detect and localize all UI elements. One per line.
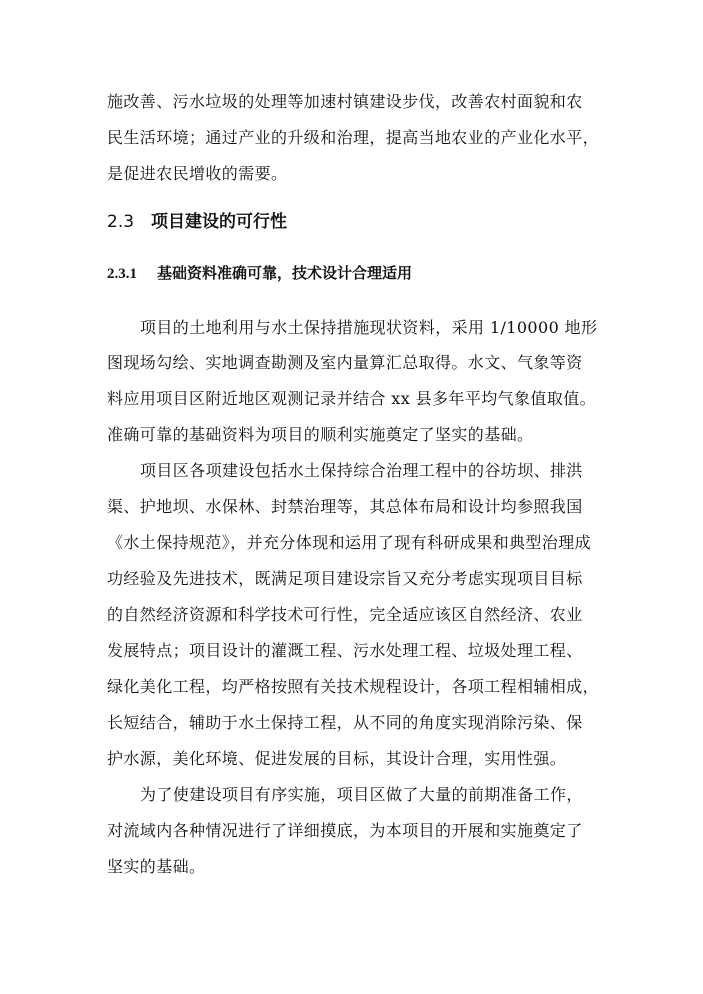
text-line: 施改善、污水垃圾的处理等加速村镇建设步伐，改善农村面貌和农 <box>107 92 583 111</box>
text-line: 图现场勾绘、实地调查勘测及室内量算汇总取得。水文、气象等资 <box>107 353 583 372</box>
text-line: 为了使建设项目有序实施，项目区做了大量的前期准备工作， <box>140 785 583 804</box>
text-line: 料应用项目区附近地区观测记录并结合 xx 县多年平均气象值取值。 <box>107 389 597 408</box>
section-title: 项目建设的可行性 <box>151 212 287 232</box>
text-line: 绿化美化工程，均严格按照有关技术规程设计，各项工程相辅相成， <box>107 677 600 696</box>
section-heading <box>107 211 287 233</box>
text-line: 发展特点；项目设计的灌溉工程、污水处理工程、垃圾处理工程、 <box>107 641 583 660</box>
text-line: 是促进农民增收的需要。 <box>107 164 288 183</box>
section-number: 2.3 <box>107 212 135 232</box>
text-line: 项目区各项建设包括水土保持综合治理工程中的谷坊坝、排洪 <box>140 461 583 480</box>
text-line: 项目的土地利用与水土保持措施现状资料，采用 1/10000 地形 <box>140 318 598 337</box>
text-line: 准确可靠的基础资料为项目的顺利实施奠定了坚实的基础。 <box>107 425 534 444</box>
text-line: 长短结合，辅助于水土保持工程，从不同的角度实现消除污染、保 <box>107 713 583 732</box>
subsection-title: 基础资料准确可靠，技术设计合理适用 <box>157 264 413 282</box>
text-line: 民生活环境；通过产业的升级和治理，提高当地农业的产业化水平， <box>107 128 600 147</box>
text-line: 对流域内各种情况进行了详细摸底，为本项目的开展和实施奠定了 <box>107 821 583 840</box>
text-line: 的自然经济资源和科学技术可行性，完全适应该区自然经济、农业 <box>107 605 583 624</box>
text-line: 《水土保持规范》，并充分体现和运用了现有科研成果和典型治理成 <box>107 533 592 552</box>
text-line: 功经验及先进技术，既满足项目建设宗旨又充分考虑实现项目目标 <box>107 569 583 588</box>
subsection-number: 2.3.1 <box>107 266 137 282</box>
text-line: 渠、护地坝、水保林、封禁治理等，其总体布局和设计均参照我国 <box>107 497 583 516</box>
text-line: 坚实的基础。 <box>107 857 206 876</box>
subsection-heading <box>107 263 412 284</box>
text-line: 护水源，美化环境、促进发展的目标，其设计合理，实用性强。 <box>107 749 567 768</box>
